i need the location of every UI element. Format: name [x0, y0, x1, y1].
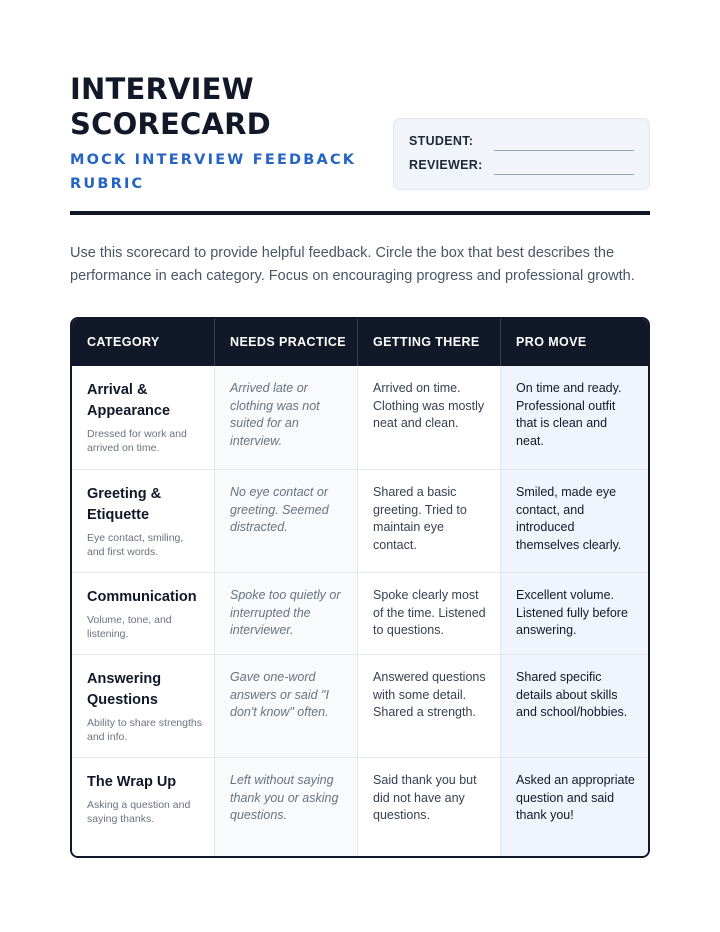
pro-move-text: Excellent volume. Listened fully before answering.: [516, 588, 628, 638]
column-header-category: CATEGORY: [72, 319, 215, 366]
category-cell: [72, 655, 215, 757]
pro-move-cell: [501, 758, 648, 856]
needs-practice-cell: [215, 655, 358, 757]
getting-there-text: Spoke clearly most of the time. Listened to questions.: [373, 588, 486, 638]
needs-practice-text: Gave one-word answers or said "I don't know" often.: [230, 670, 329, 720]
title-line-2: SCORECARD: [70, 107, 271, 141]
needs-practice-cell: [215, 366, 358, 469]
getting-there-text: Said thank you but did not have any questions.: [373, 773, 477, 823]
category-cell: [72, 366, 215, 469]
needs-practice-cell: [215, 758, 358, 856]
table-row: [72, 757, 648, 856]
category-name: Answering Questions: [87, 671, 162, 708]
needs-practice-text: No eye contact or greeting. Seemed distracted.: [230, 485, 329, 535]
table-row: [72, 469, 648, 572]
id-box: [393, 118, 650, 190]
page-title: [70, 72, 370, 142]
pro-move-cell: [501, 655, 648, 757]
scorecard-table: [70, 317, 650, 858]
student-row: [409, 134, 634, 152]
reviewer-label: REVIEWER:: [409, 158, 483, 172]
needs-practice-cell: [215, 573, 358, 654]
category-cell: [72, 573, 215, 654]
pro-move-cell: [501, 573, 648, 654]
getting-there-cell: [358, 655, 501, 757]
table-row: [72, 654, 648, 757]
pro-move-cell: [501, 366, 648, 469]
table-row: [72, 572, 648, 654]
category-description: Volume, tone, and listening.: [87, 614, 172, 640]
category-name: The Wrap Up: [87, 774, 177, 790]
pro-move-text: Smiled, made eye contact, and introduced themselves clearly.: [516, 485, 622, 553]
needs-practice-cell: [215, 470, 358, 572]
pro-move-text: On time and ready. Professional outfit that is clean and neat.: [516, 381, 622, 449]
category-description: Asking a question and saying thanks.: [87, 799, 191, 825]
getting-there-text: Answered questions with some detail. Shared a strength.: [373, 670, 486, 720]
pro-move-cell: [501, 470, 648, 572]
needs-practice-text: Arrived late or clothing was not suited for an interview.: [230, 381, 320, 449]
getting-there-cell: [358, 366, 501, 469]
reviewer-line: [494, 174, 634, 175]
needs-practice-text: Spoke too quietly or interrupted the interviewer.: [230, 588, 341, 638]
column-header-getting-there: GETTING THERE: [358, 319, 501, 366]
needs-practice-text: Left without saying thank you or asking questions.: [230, 773, 339, 823]
getting-there-cell: [358, 758, 501, 856]
student-label: STUDENT:: [409, 134, 474, 148]
table-header: [72, 319, 648, 366]
student-line: [494, 150, 634, 151]
intro-text: Use this scorecard to provide helpful feedback. Circle the box that best describes the performance in each category. Focus on encouraging progress and professional growth.: [70, 245, 635, 284]
category-description: Ability to share strengths and info.: [87, 717, 202, 743]
pro-move-text: Asked an appropriate question and said thank you!: [516, 773, 635, 823]
reviewer-row: [409, 158, 634, 176]
table-row: [72, 366, 648, 469]
page-header: [70, 72, 650, 192]
category-name: Arrival & Appearance: [87, 382, 171, 419]
column-header-pro-move: PRO MOVE: [516, 335, 587, 349]
getting-there-cell: [358, 573, 501, 654]
pro-move-text: Shared specific details about skills and school/hobbies.: [516, 670, 628, 720]
getting-there-cell: [358, 470, 501, 572]
header-divider: [70, 211, 650, 215]
column-header-needs-practice: NEEDS PRACTICE: [215, 319, 358, 366]
category-description: Dressed for work and arrived on time.: [87, 428, 187, 454]
category-name: Communication: [87, 589, 197, 605]
category-description: Eye contact, smiling, and first words.: [87, 532, 184, 558]
category-cell: [72, 470, 215, 572]
page-subtitle: MOCK INTERVIEW FEEDBACK RUBRIC: [70, 152, 357, 192]
getting-there-text: Shared a basic greeting. Tried to maintain eye contact.: [373, 485, 467, 553]
category-cell: [72, 758, 215, 856]
title-line-1: INTERVIEW: [70, 72, 254, 106]
getting-there-text: Arrived on time. Clothing was mostly neat and clean.: [373, 381, 485, 431]
category-name: Greeting & Etiquette: [87, 486, 162, 523]
